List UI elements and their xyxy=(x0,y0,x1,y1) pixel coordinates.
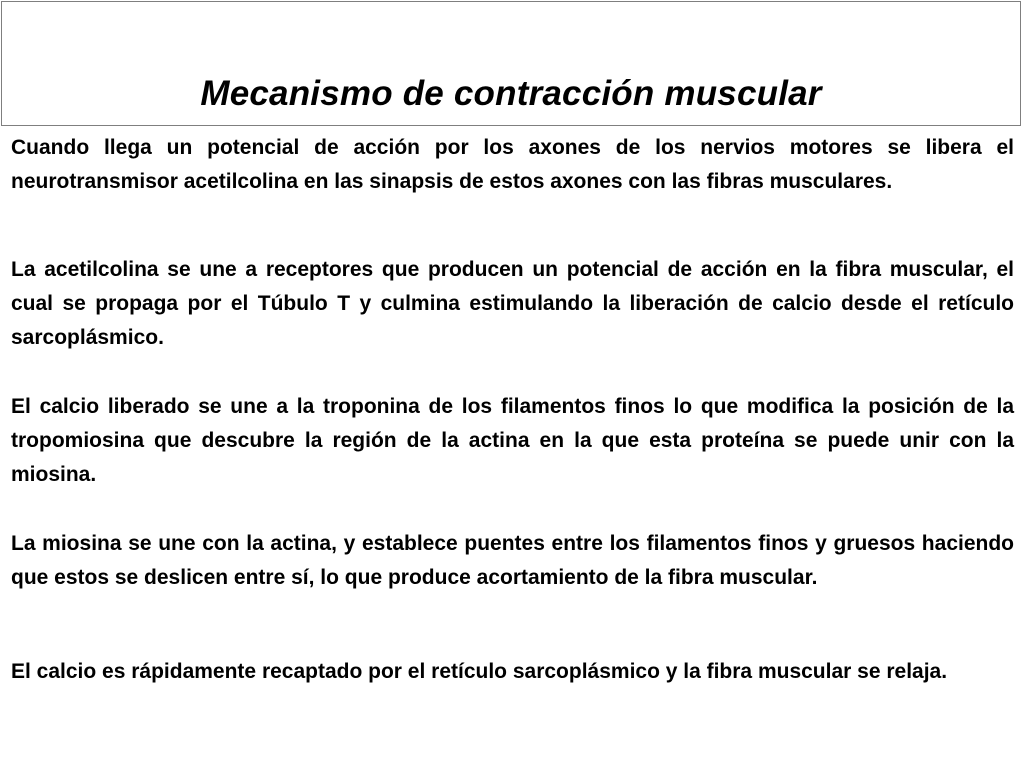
title-box xyxy=(1,1,1021,126)
paragraph-myosin-actin: La miosina se une con la actina, y establece puentes entre los filamentos finos y gruesos haciendo que estos se deslicen entre sí, lo que produce acortamiento de la fibra muscular. xyxy=(11,532,1014,589)
paragraph-calcium-reuptake: El calcio es rápidamente recaptado por el retículo sarcoplásmico y la fibra muscular se relaja. xyxy=(11,660,948,683)
paragraph-action-potential: Cuando llega un potencial de acción por los axones de los nervios motores se libera el neurotransmisor acetilcolina en las sinapsis de estos axones con las fibras musculares. xyxy=(11,136,1014,193)
paragraph-acetylcholine: La acetilcolina se une a receptores que producen un potencial de acción en la fibra muscular, el cual se propaga por el Túbulo T y culmina estimulando la liberación de calcio desde el retículo sarcoplásmico. xyxy=(11,258,1014,349)
paragraph-calcium-troponin: El calcio liberado se une a la troponina de los filamentos finos lo que modifica la posición de la tropomiosina que descubre la región de la actina en la que esta proteína se puede unir con la miosina. xyxy=(11,395,1014,486)
slide-title: Mecanismo de contracción muscular xyxy=(200,74,822,113)
